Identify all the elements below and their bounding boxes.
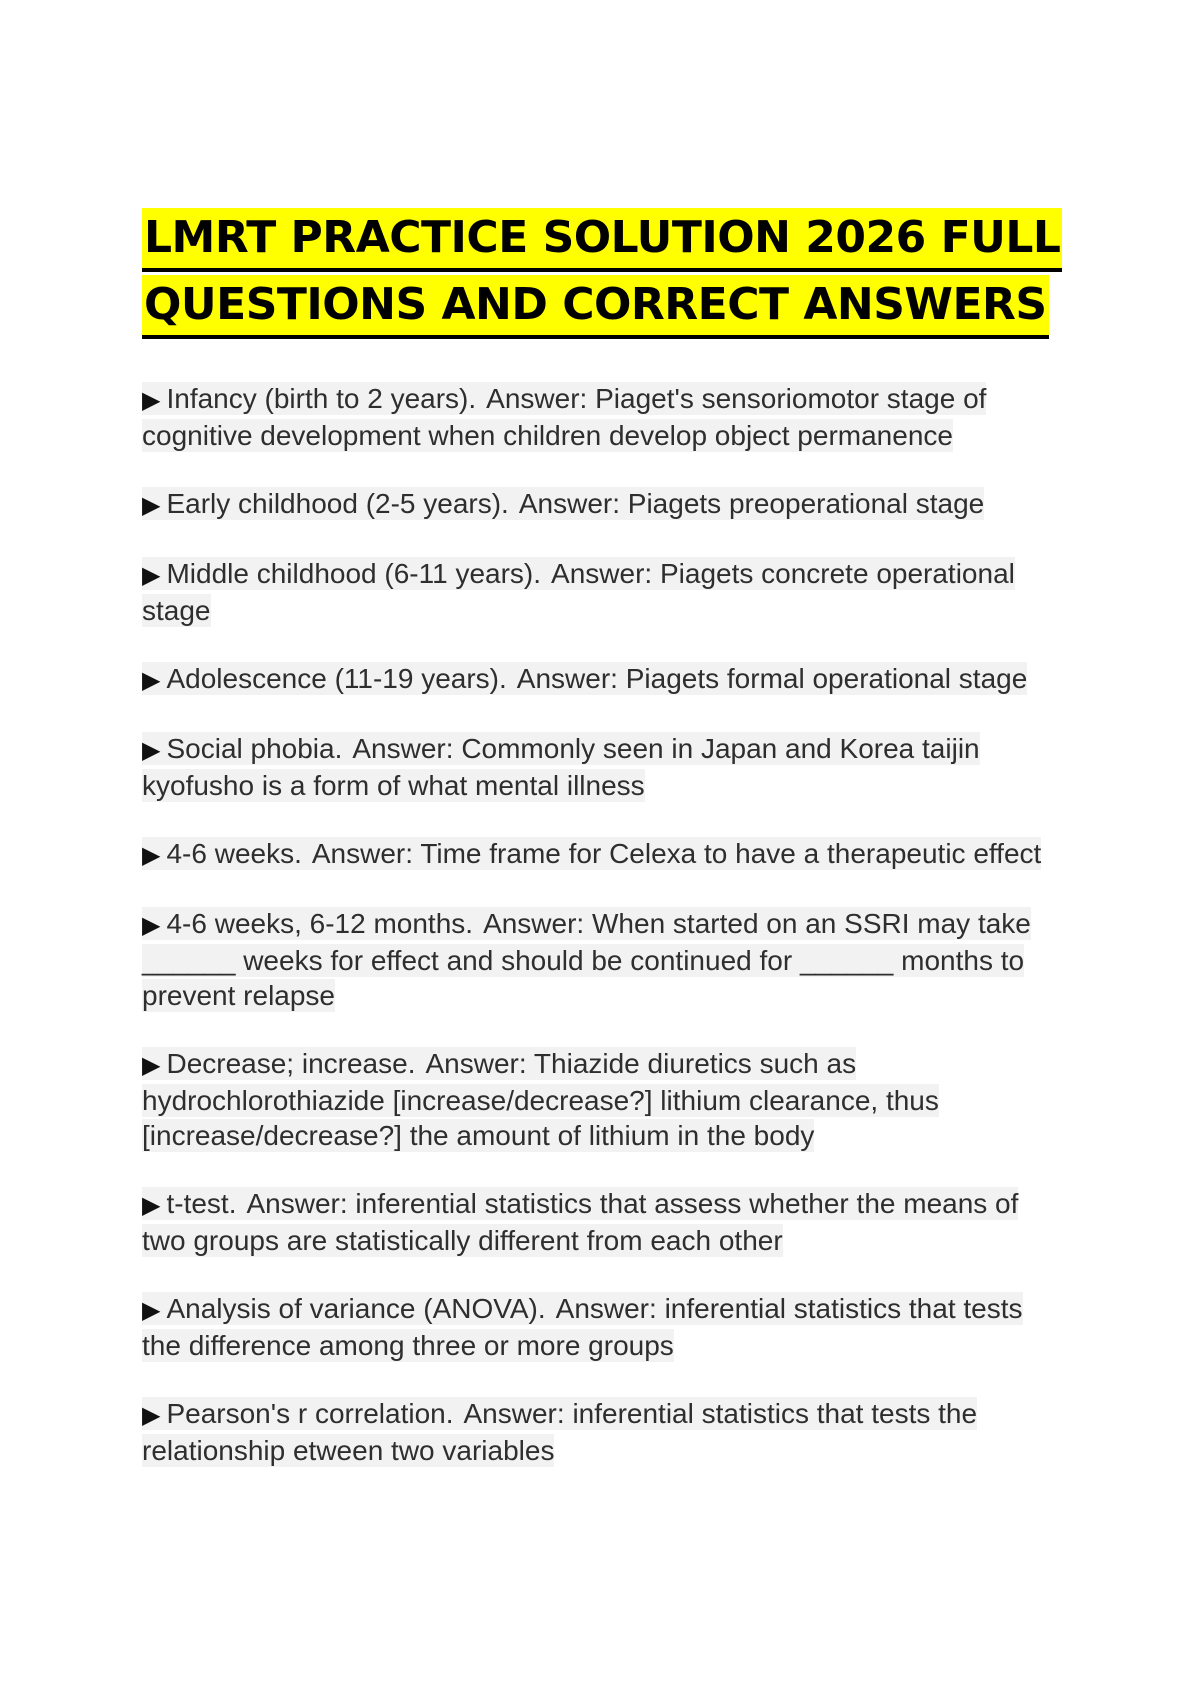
answer-text: Piaget's sensoriomotor stage of cognitive development when children develop object permanence — [142, 383, 987, 451]
answer-text: Piagets formal operational stage — [625, 663, 1028, 694]
triangle-bullet-icon: ▶ — [142, 1192, 161, 1219]
answer-label: Answer: — [246, 1188, 348, 1219]
answer-text: Commonly seen in Japan and Korea taijin kyofusho is a form of what mental illness — [142, 733, 980, 801]
question-text: Decrease; increase. — [166, 1048, 416, 1079]
triangle-bullet-icon: ▶ — [142, 1052, 161, 1079]
qa-list — [142, 381, 1052, 1468]
qa-item — [142, 1396, 1052, 1468]
answer-label: Answer: — [483, 908, 585, 939]
answer-label: Answer: — [463, 1398, 565, 1429]
answer-text: inferential statistics that tests the difference among three or more groups — [142, 1293, 1023, 1361]
answer-label: Answer: — [555, 1293, 657, 1324]
answer-text: Time frame for Celexa to have a therapeutic effect — [420, 838, 1042, 869]
qa-item — [142, 1291, 1052, 1363]
question-text: Analysis of variance (ANOVA). — [166, 1293, 546, 1324]
question-text: 4-6 weeks, 6-12 months. — [166, 908, 474, 939]
triangle-bullet-icon: ▶ — [142, 842, 161, 869]
answer-label: Answer: — [425, 1048, 527, 1079]
question-text: Social phobia. — [166, 733, 343, 764]
question-text: Adolescence (11-19 years). — [166, 663, 507, 694]
question-text: t-test. — [166, 1188, 237, 1219]
answer-text: Thiazide diuretics such as hydrochlorothiazide [increase/decrease?] lithium clearance, thus [increase/decrease?] the amount of lithium in the body — [142, 1048, 939, 1151]
triangle-bullet-icon: ▶ — [142, 492, 161, 519]
answer-label: Answer: — [516, 663, 618, 694]
triangle-bullet-icon: ▶ — [142, 387, 161, 414]
question-text: Infancy (birth to 2 years). — [166, 383, 477, 414]
answer-text: inferential statistics that assess whether the means of two groups are statistically different from each other — [142, 1188, 1019, 1256]
qa-item — [142, 486, 1052, 523]
answer-text: Piagets preoperational stage — [627, 488, 985, 519]
triangle-bullet-icon: ▶ — [142, 1402, 161, 1429]
answer-text: Piagets concrete operational stage — [142, 558, 1015, 626]
triangle-bullet-icon: ▶ — [142, 562, 161, 589]
answer-label: Answer: — [551, 558, 653, 589]
answer-text: inferential statistics that tests the relationship etween two variables — [142, 1398, 978, 1466]
document-page — [142, 205, 1061, 1501]
answer-label: Answer: — [352, 733, 454, 764]
qa-item — [142, 731, 1052, 803]
qa-item — [142, 906, 1052, 1013]
question-text: Middle childhood (6-11 years). — [166, 558, 542, 589]
qa-item — [142, 381, 1052, 453]
answer-text: When started on an SSRI may take ______ weeks for effect and should be continued for ______ months to prevent relapse — [142, 908, 1031, 1011]
answer-label: Answer: — [518, 488, 620, 519]
qa-item — [142, 1186, 1052, 1258]
title-line-1: LMRT PRACTICE SOLUTION 2026 FULL — [142, 208, 1062, 272]
title-line-2: QUESTIONS AND CORRECT ANSWERS — [142, 275, 1049, 339]
question-text: 4-6 weeks. — [166, 838, 302, 869]
qa-item — [142, 556, 1052, 628]
qa-item — [142, 836, 1052, 873]
triangle-bullet-icon: ▶ — [142, 912, 161, 939]
triangle-bullet-icon: ▶ — [142, 737, 161, 764]
qa-item — [142, 661, 1052, 698]
document-title — [142, 205, 1061, 339]
answer-label: Answer: — [311, 838, 414, 869]
question-text: Early childhood (2-5 years). — [166, 488, 509, 519]
triangle-bullet-icon: ▶ — [142, 667, 161, 694]
qa-item — [142, 1046, 1052, 1153]
triangle-bullet-icon: ▶ — [142, 1297, 161, 1324]
answer-label: Answer: — [486, 383, 588, 414]
question-text: Pearson's r correlation. — [166, 1398, 454, 1429]
